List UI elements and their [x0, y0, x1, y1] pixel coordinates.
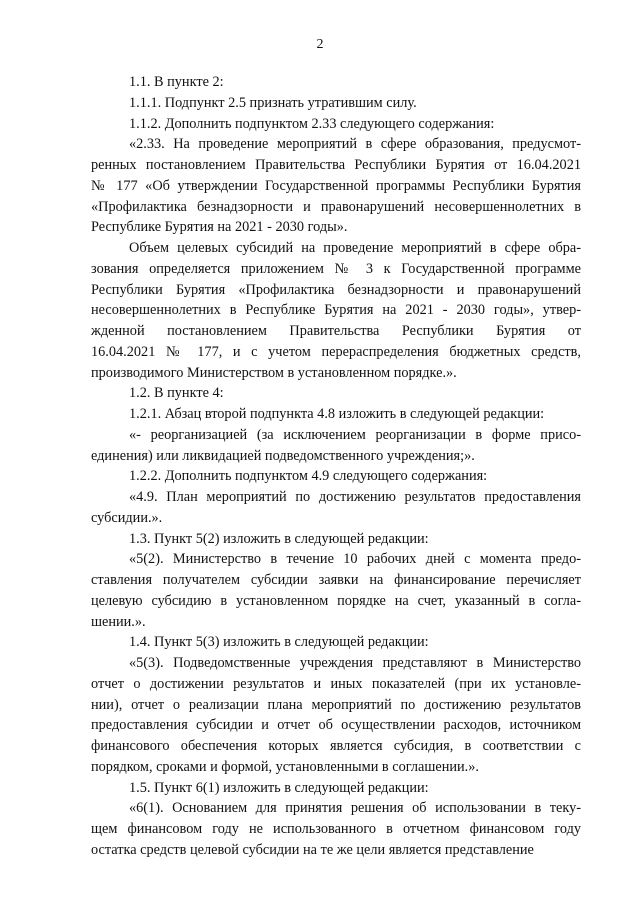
- paragraph: [91, 114, 581, 135]
- text-line: Объем целевых субсидий на проведение мероприятий в сфере обра-: [129, 240, 581, 256]
- text-line: «- реорганизацией (за исключением реорганизации в форме присо-: [129, 426, 581, 443]
- text-line: жденной постановлением Правительства Республики Бурятия от: [91, 323, 581, 339]
- text-line: «6(1). Основанием для принятия решения об использовании в теку-: [129, 800, 581, 817]
- text-line: 1.2. В пункте 4:: [129, 385, 224, 402]
- text-line: отчет о достижении результатов и иных показателей (при их установле-: [91, 675, 581, 692]
- paragraph: [91, 778, 581, 799]
- paragraph: [91, 798, 581, 860]
- paragraph: [91, 238, 581, 383]
- paragraph: [91, 93, 581, 114]
- paragraph: [91, 632, 581, 653]
- text-line: «Профилактика безнадзорности и правонарушений несовершеннолетних в: [91, 198, 581, 215]
- paragraph: [91, 487, 581, 529]
- text-line: 1.1.1. Подпункт 2.5 признать утратившим силу.: [129, 94, 417, 111]
- paragraph: [91, 529, 581, 550]
- text-line: «2.33. На проведение мероприятий в сфере образования, предусмот-: [129, 136, 581, 153]
- text-line: 16.04.2021 № 177, и с учетом перераспределения бюджетных средств,: [91, 343, 581, 360]
- text-line: 1.4. Пункт 5(3) изложить в следующей редакции:: [129, 634, 429, 651]
- text-line: Республике Бурятия на 2021 - 2030 годы».: [91, 219, 348, 236]
- text-line: 1.1.2. Дополнить подпунктом 2.33 следующего содержания:: [129, 115, 495, 132]
- text-line: финансового обеспечения которых является субсидия, в соответствии с: [91, 738, 581, 754]
- paragraph: [91, 549, 581, 632]
- text-line: Республики Бурятия «Профилактика безнадзорности и правонарушений: [91, 281, 581, 298]
- text-line: остатка средств целевой субсидии на те же цели является представление: [91, 841, 534, 858]
- page-number: 2: [316, 37, 324, 52]
- text-line: целевую субсидию в установленном порядке на счет, указанный в согла-: [91, 592, 581, 609]
- paragraph: [91, 134, 581, 238]
- text-line: 1.2.2. Дополнить подпунктом 4.9 следующего содержания:: [129, 468, 488, 485]
- text-line: субсидии.».: [91, 509, 163, 526]
- text-line: щем финансовом году не использованного в отчетном финансовом году: [91, 821, 581, 837]
- text-line: «5(3). Подведомственные учреждения представляют в Министерство: [129, 655, 581, 671]
- text-line: ставления получателем субсидии заявки на финансирование перечисляет: [91, 572, 581, 588]
- document-body: [91, 72, 581, 861]
- text-line: 1.5. Пункт 6(1) изложить в следующей редакции:: [129, 779, 429, 796]
- paragraph: [91, 383, 581, 404]
- paragraph: [91, 425, 581, 467]
- paragraph: [91, 404, 581, 425]
- text-line: предоставления субсидии и отчет об осуществлении расходов, источником: [91, 717, 581, 734]
- paragraph: [91, 653, 581, 778]
- text-line: 1.2.1. Абзац второй подпункта 4.8 изложить в следующей редакции:: [129, 406, 545, 422]
- text-line: № 177 «Об утверждении Государственной программы Республики Бурятия: [91, 177, 581, 194]
- text-line: «4.9. План мероприятий по достижению результатов предоставления: [129, 489, 581, 505]
- text-line: 1.3. Пункт 5(2) изложить в следующей редакции:: [129, 530, 429, 547]
- text-line: ренных постановлением Правительства Республики Бурятия от 16.04.2021: [91, 157, 581, 173]
- text-line: 1.1. В пункте 2:: [129, 74, 224, 90]
- paragraph: [91, 466, 581, 487]
- text-line: порядком, сроками и формой, установленными в соглашении.».: [91, 758, 479, 775]
- text-line: производимого Министерством в установленном порядке.».: [91, 364, 457, 381]
- paragraph: [91, 72, 581, 93]
- text-line: единения) или ликвидацией подведомственного учреждения;».: [91, 447, 475, 464]
- text-line: «5(2). Министерство в течение 10 рабочих дней с момента предо-: [129, 551, 581, 568]
- text-line: несовершеннолетних в Республике Бурятия на 2021 - 2030 годы», утвер-: [91, 302, 581, 319]
- text-line: зования определяется приложением № 3 к Государственной программе: [91, 260, 581, 277]
- text-line: шении.».: [91, 613, 146, 630]
- text-line: нии), отчет о реализации плана мероприятий по достижению результатов: [91, 696, 581, 713]
